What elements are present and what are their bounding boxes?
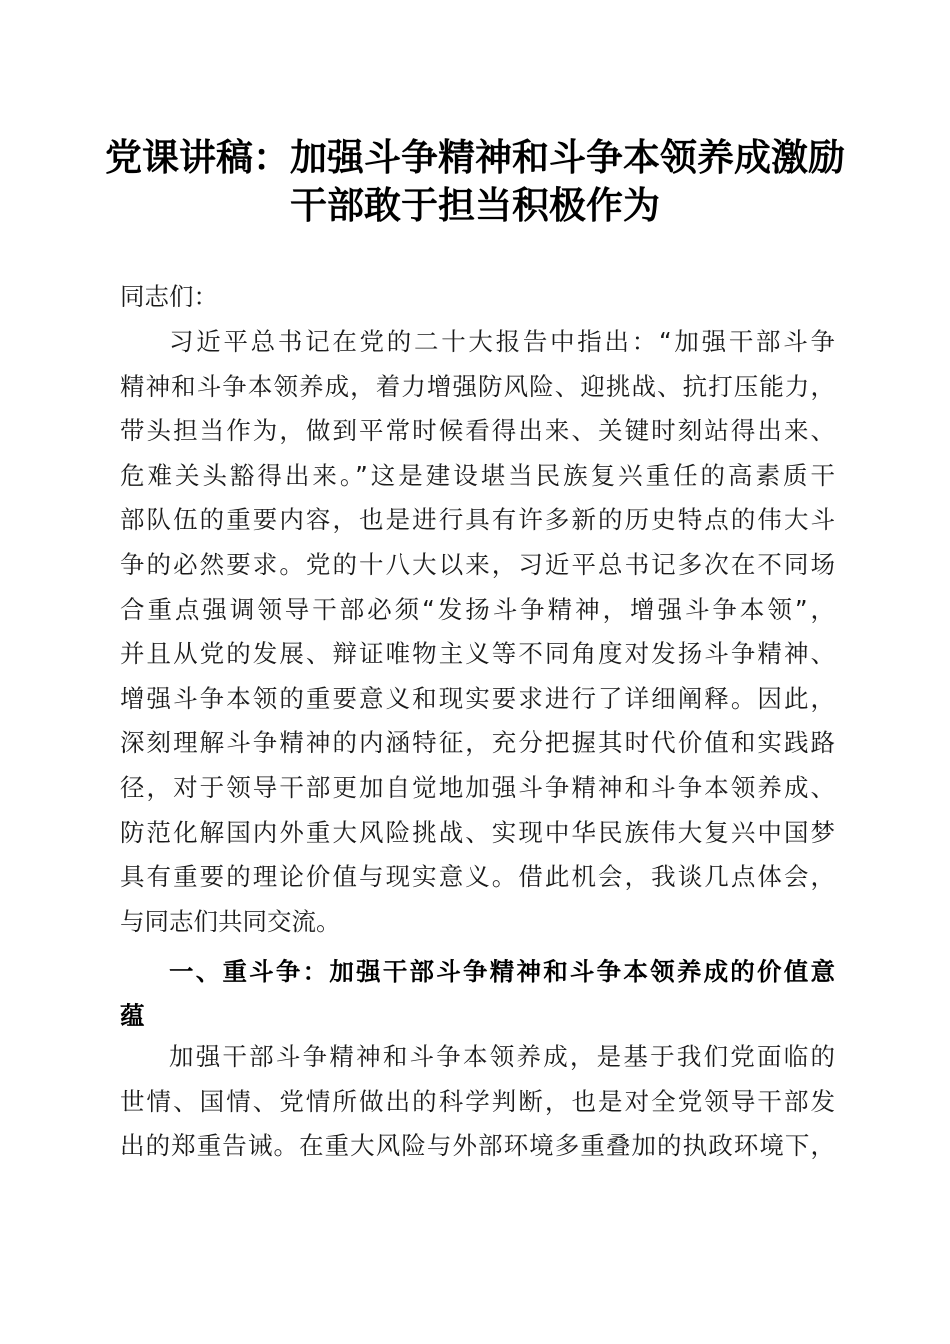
- intro-paragraph: [120, 320, 835, 944]
- title-line-2: 干部敢于担当积极作为: [290, 183, 660, 227]
- intro-line: 习近平总书记在党的二十大报告中指出：“加强干部斗争: [169, 327, 835, 356]
- intro-line: 并且从党的发展、辩证唯物主义等不同角度对发扬斗争精神、: [120, 639, 835, 669]
- intro-line: 防范化解国内外重大风险挑战、实现中华民族伟大复兴中国梦: [120, 817, 835, 847]
- intro-line: 带头担当作为，做到平常时候看得出来、关键时刻站得出来、: [120, 416, 835, 446]
- section-1-line: 出的郑重告诫。在重大风险与外部环境多重叠加的执政环境下，: [120, 1131, 835, 1161]
- intro-line: 深刻理解斗争精神的内涵特征，充分把握其时代价值和实践路: [120, 728, 835, 758]
- intro-line: 合重点强调领导干部必须“发扬斗争精神，增强斗争本领”，: [120, 594, 835, 624]
- salutation: 同志们：: [120, 282, 218, 311]
- title-line-1: 党课讲稿：加强斗争精神和斗争本领养成激励: [105, 135, 845, 179]
- section-1-heading-line: 蕴: [120, 1001, 145, 1030]
- intro-line: 危难关头豁得出来。”这是建设堪当民族复兴重任的高素质干: [120, 460, 835, 490]
- section-1-heading: [120, 950, 835, 1038]
- intro-line: 争的必然要求。党的十八大以来，习近平总书记多次在不同场: [120, 549, 835, 579]
- document-title: [100, 133, 850, 229]
- section-1-line: 加强干部斗争精神和斗争本领养成，是基于我们党面临的: [169, 1042, 835, 1071]
- intro-line: 具有重要的理论价值与现实意义。借此机会，我谈几点体会，: [120, 862, 835, 892]
- section-1-line: 世情、国情、党情所做出的科学判断，也是对全党领导干部发: [120, 1086, 835, 1116]
- intro-line: 部队伍的重要内容，也是进行具有许多新的历史特点的伟大斗: [120, 505, 835, 535]
- intro-line: 与同志们共同交流。: [120, 906, 341, 936]
- section-1-paragraph: [120, 1035, 835, 1169]
- intro-line: 增强斗争本领的重要意义和现实要求进行了详细阐释。因此，: [120, 683, 835, 713]
- intro-line: 精神和斗争本领养成，着力增强防风险、迎挑战、抗打压能力，: [120, 371, 835, 401]
- section-1-heading-line: 一、重斗争：加强干部斗争精神和斗争本领养成的价值意: [169, 957, 835, 986]
- intro-line: 径，对于领导干部更加自觉地加强斗争精神和斗争本领养成、: [120, 772, 835, 802]
